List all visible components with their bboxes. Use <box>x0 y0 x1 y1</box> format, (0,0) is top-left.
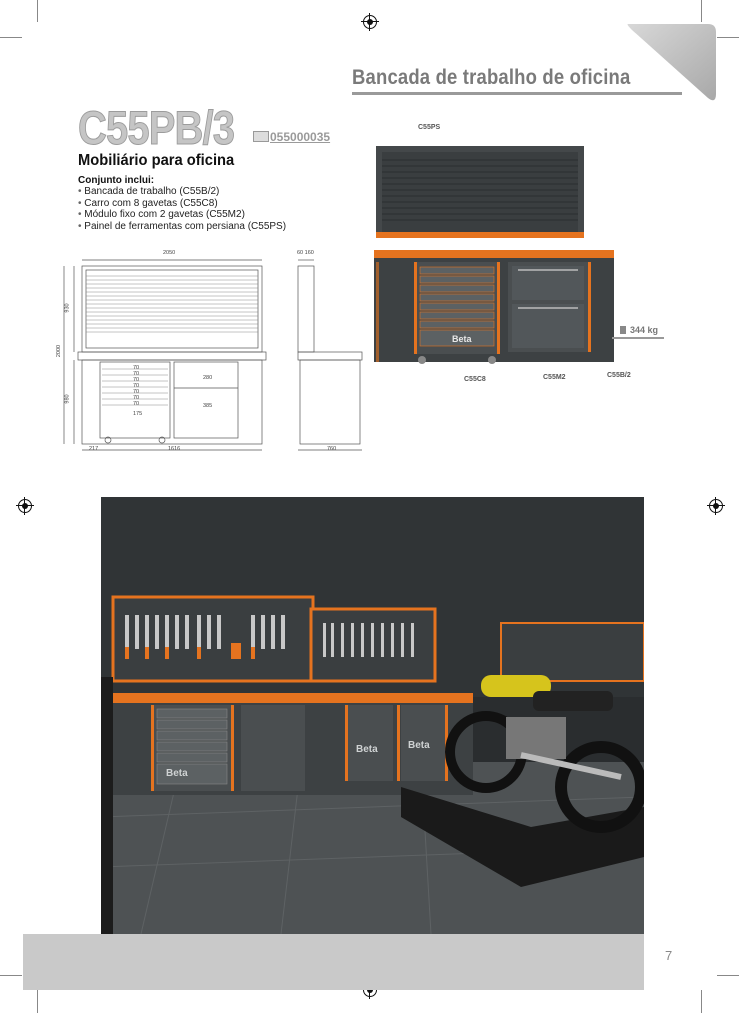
crop-mark <box>0 975 22 976</box>
brand-label-workshop: Beta <box>356 744 378 755</box>
laptop-icon <box>253 131 269 142</box>
weight-underline <box>612 337 664 339</box>
dim-depth: 760 <box>327 446 337 452</box>
product-subtitle: Mobiliário para oficina <box>78 152 235 169</box>
dim-module-top: 280 <box>203 375 213 381</box>
includes-item: • Painel de ferramentas com persiana (C55PS) <box>78 221 286 233</box>
dim-drawer: 70 <box>133 395 140 401</box>
brand-label-workshop: Beta <box>408 740 430 751</box>
product-code: 055000035 <box>270 130 331 144</box>
includes-item: • Carro com 8 gavetas (C55C8) <box>78 198 286 210</box>
product-model: C55PB/3 <box>78 101 235 154</box>
crop-mark <box>717 37 739 38</box>
brand-label-workshop: Beta <box>166 768 188 779</box>
crop-mark <box>701 990 702 1013</box>
workbench-product-image <box>368 140 616 380</box>
label-cart: C55C8 <box>464 376 486 383</box>
label-module: C55M2 <box>543 374 566 381</box>
crop-mark <box>37 0 38 22</box>
dim-drawer: 70 <box>133 377 140 383</box>
label-panel: C55PS <box>418 124 441 131</box>
dim-bottom-left: 217 <box>89 446 99 452</box>
dim-bench-height: 980 <box>64 394 71 404</box>
section-title-underline <box>352 92 682 95</box>
includes-list <box>78 186 286 232</box>
dim-drawer: 70 <box>133 371 140 377</box>
crop-mark <box>0 37 22 38</box>
crop-mark <box>717 975 739 976</box>
dim-bottom-drawer: 175 <box>133 411 143 417</box>
corner-tab-graphic <box>620 20 720 110</box>
includes-title: Conjunto inclui: <box>78 175 155 186</box>
dim-drawer: 70 <box>133 389 140 395</box>
registration-mark-icon <box>709 499 723 513</box>
includes-item: • Módulo fixo com 2 gavetas (C55M2) <box>78 209 286 221</box>
dim-height-total: 2000 <box>56 344 63 358</box>
dim-panel-height: 930 <box>64 303 71 313</box>
product-weight: 344 kg <box>630 325 659 335</box>
registration-mark-icon <box>18 499 32 513</box>
section-title: Bancada de trabalho de oficina <box>352 66 631 89</box>
dim-drawer: 70 <box>133 401 140 407</box>
dim-side-top: 60 160 <box>297 250 314 256</box>
dim-module-bottom: 385 <box>203 403 213 409</box>
page-number: 7 <box>665 948 673 963</box>
weight-icon <box>620 326 626 334</box>
brand-label-product: Beta <box>452 334 472 344</box>
registration-mark-icon <box>363 15 377 29</box>
workshop-photo <box>101 497 644 934</box>
dim-drawer: 70 <box>133 383 140 389</box>
crop-mark <box>37 990 38 1013</box>
footer-band <box>23 934 644 990</box>
includes-item: • Bancada de trabalho (C55B/2) <box>78 186 286 198</box>
dim-width-total: 2050 <box>163 250 176 256</box>
crop-mark <box>701 0 702 22</box>
dim-drawer: 70 <box>133 365 140 371</box>
label-bench: C55B/2 <box>607 372 631 379</box>
technical-drawing <box>52 248 368 456</box>
dim-bottom-mid: 1616 <box>168 446 181 452</box>
